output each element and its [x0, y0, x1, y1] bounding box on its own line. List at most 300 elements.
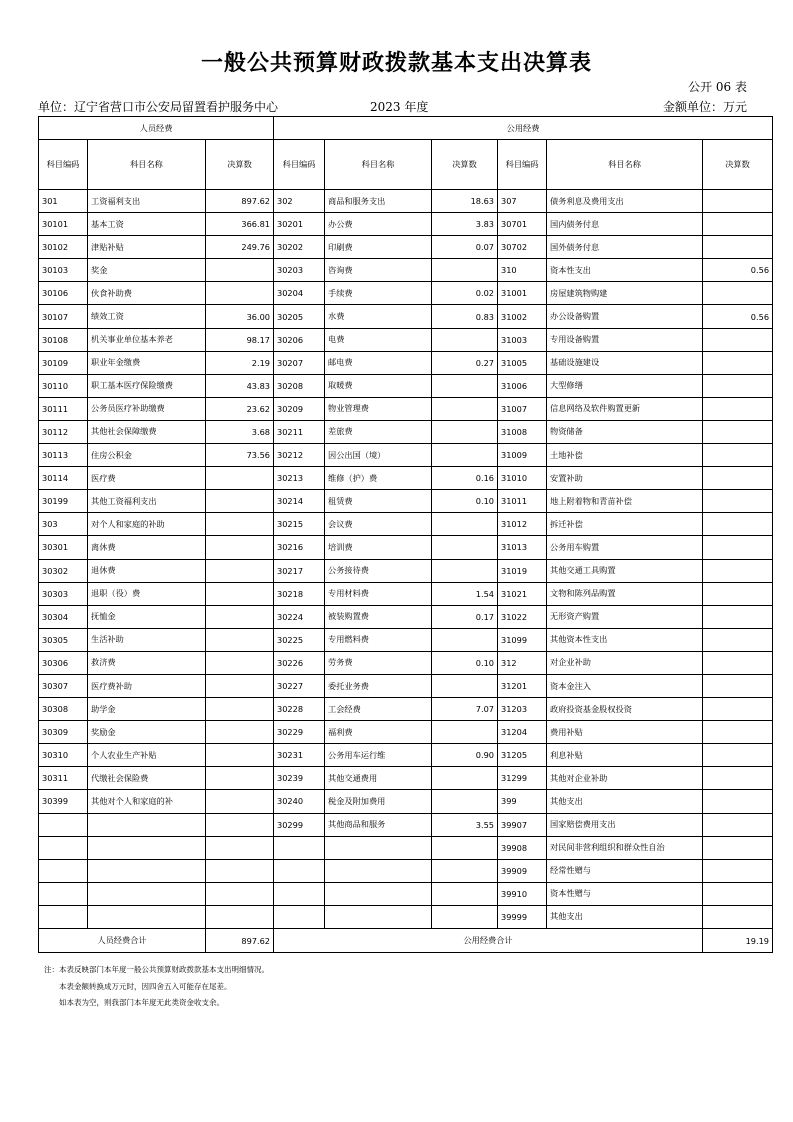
cell-code: 31012: [498, 513, 547, 536]
table-row: [39, 813, 773, 836]
cell-code: 30114: [39, 467, 88, 490]
cell-amount: [703, 236, 773, 259]
cell-code: [39, 905, 88, 928]
table-row: [39, 721, 773, 744]
cell-name: 被装购置费: [325, 605, 432, 628]
cell-name: 经常性赠与: [547, 859, 703, 882]
cell-name: 费用补贴: [547, 721, 703, 744]
cell-name: 住房公积金: [88, 444, 206, 467]
cell-name: 奖励金: [88, 721, 206, 744]
cell-amount: [432, 328, 498, 351]
cell-code: 30229: [274, 721, 325, 744]
cell-code: 302: [274, 190, 325, 213]
cell-code: 39907: [498, 813, 547, 836]
cell-code: 39999: [498, 905, 547, 928]
cell-code: 30107: [39, 305, 88, 328]
cell-amount: 0.16: [432, 467, 498, 490]
table-row: [39, 628, 773, 651]
cell-amount: [206, 651, 274, 674]
cell-code: 30110: [39, 374, 88, 397]
public-group-header: 公用经费: [274, 117, 773, 140]
table-row: [39, 559, 773, 582]
cell-code: 30308: [39, 698, 88, 721]
page-title: 一般公共预算财政拨款基本支出决算表: [200, 50, 592, 76]
cell-amount: [432, 559, 498, 582]
cell-amount: [703, 582, 773, 605]
cell-amount: 3.68: [206, 420, 274, 443]
cell-amount: [206, 467, 274, 490]
cell-code: 30303: [39, 582, 88, 605]
cell-code: 31008: [498, 420, 547, 443]
cell-amount: 98.17: [206, 328, 274, 351]
cell-code: 30299: [274, 813, 325, 836]
cell-code: 30212: [274, 444, 325, 467]
col-header-amount: 决算数: [432, 140, 498, 190]
cell-amount: 23.62: [206, 397, 274, 420]
cell-amount: 0.02: [432, 282, 498, 305]
cell-code: [274, 905, 325, 928]
cell-name: 电费: [325, 328, 432, 351]
cell-amount: [206, 882, 274, 905]
cell-code: 31013: [498, 536, 547, 559]
cell-amount: [206, 582, 274, 605]
cell-code: 31204: [498, 721, 547, 744]
cell-code: 31299: [498, 767, 547, 790]
cell-code: 30218: [274, 582, 325, 605]
notes: [44, 962, 269, 1012]
table-row: [39, 905, 773, 928]
cell-code: 30199: [39, 490, 88, 513]
cell-amount: [206, 744, 274, 767]
cell-code: 30311: [39, 767, 88, 790]
cell-amount: [703, 651, 773, 674]
col-header-name: 科目名称: [547, 140, 703, 190]
cell-amount: 3.83: [432, 213, 498, 236]
cell-code: 30216: [274, 536, 325, 559]
cell-amount: [703, 882, 773, 905]
cell-code: 30225: [274, 628, 325, 651]
cell-code: 30301: [39, 536, 88, 559]
cell-amount: [432, 836, 498, 859]
cell-code: 30213: [274, 467, 325, 490]
cell-amount: [206, 259, 274, 282]
cell-name: 资本金注入: [547, 674, 703, 697]
cell-name: 邮电费: [325, 351, 432, 374]
cell-code: 31010: [498, 467, 547, 490]
cell-code: 301: [39, 190, 88, 213]
cell-amount: [206, 605, 274, 628]
table-row: [39, 882, 773, 905]
table-row: [39, 190, 773, 213]
cell-name: 基础设施建设: [547, 351, 703, 374]
cell-name: 生活补助: [88, 628, 206, 651]
cell-code: 307: [498, 190, 547, 213]
cell-name: 大型修缮: [547, 374, 703, 397]
cell-amount: [703, 905, 773, 928]
cell-name: 个人农业生产补贴: [88, 744, 206, 767]
cell-amount: [703, 628, 773, 651]
table-row: [39, 351, 773, 374]
cell-amount: [703, 213, 773, 236]
cell-code: 30211: [274, 420, 325, 443]
cell-name: 专用燃料费: [325, 628, 432, 651]
cell-amount: [206, 536, 274, 559]
cell-code: 30109: [39, 351, 88, 374]
cell-name: 商品和服务支出: [325, 190, 432, 213]
col-header-code: 科目编码: [39, 140, 88, 190]
cell-amount: [703, 282, 773, 305]
cell-name: 政府投资基金股权投资: [547, 698, 703, 721]
cell-amount: [206, 282, 274, 305]
cell-name: [88, 836, 206, 859]
cell-name: 利息补贴: [547, 744, 703, 767]
cell-code: 30307: [39, 674, 88, 697]
cell-code: 30204: [274, 282, 325, 305]
expenditure-table: [38, 116, 773, 953]
cell-amount: [703, 467, 773, 490]
cell-amount: 3.55: [432, 813, 498, 836]
cell-amount: [432, 374, 498, 397]
cell-name: 房屋建筑物购建: [547, 282, 703, 305]
cell-amount: [206, 674, 274, 697]
cell-code: 31201: [498, 674, 547, 697]
cell-code: 30215: [274, 513, 325, 536]
cell-code: 31003: [498, 328, 547, 351]
cell-amount: [432, 859, 498, 882]
table-row: [39, 513, 773, 536]
cell-code: 31005: [498, 351, 547, 374]
personnel-total-value: 897.62: [206, 929, 274, 953]
cell-amount: 366.81: [206, 213, 274, 236]
cell-code: 30103: [39, 259, 88, 282]
cell-code: 31009: [498, 444, 547, 467]
cell-amount: [703, 859, 773, 882]
cell-name: 国内债务付息: [547, 213, 703, 236]
cell-name: 其他对企业补助: [547, 767, 703, 790]
cell-code: 30101: [39, 213, 88, 236]
cell-amount: 36.00: [206, 305, 274, 328]
cell-code: 30209: [274, 397, 325, 420]
cell-code: 30224: [274, 605, 325, 628]
cell-code: 30207: [274, 351, 325, 374]
cell-name: [325, 905, 432, 928]
cell-name: 工会经费: [325, 698, 432, 721]
cell-amount: [703, 605, 773, 628]
cell-code: 31011: [498, 490, 547, 513]
cell-code: 30201: [274, 213, 325, 236]
cell-name: 国家赔偿费用支出: [547, 813, 703, 836]
table-row: [39, 767, 773, 790]
cell-name: 退职（役）费: [88, 582, 206, 605]
cell-name: 对民间非营利组织和群众性自治: [547, 836, 703, 859]
cell-name: 维修（护）费: [325, 467, 432, 490]
cell-name: 因公出国（境）: [325, 444, 432, 467]
cell-name: 咨询费: [325, 259, 432, 282]
cell-amount: [432, 397, 498, 420]
cell-name: 绩效工资: [88, 305, 206, 328]
cell-name: [88, 905, 206, 928]
cell-code: 31019: [498, 559, 547, 582]
cell-name: 基本工资: [88, 213, 206, 236]
cell-code: 30202: [274, 236, 325, 259]
table-row: [39, 836, 773, 859]
cell-amount: [703, 674, 773, 697]
cell-code: [274, 836, 325, 859]
cell-amount: [432, 905, 498, 928]
cell-code: [274, 882, 325, 905]
cell-code: 30206: [274, 328, 325, 351]
cell-name: 土地补偿: [547, 444, 703, 467]
cell-code: 30702: [498, 236, 547, 259]
cell-code: 30399: [39, 790, 88, 813]
cell-name: [325, 836, 432, 859]
cell-name: 取暖费: [325, 374, 432, 397]
cell-amount: 43.83: [206, 374, 274, 397]
cell-code: 30111: [39, 397, 88, 420]
cell-name: 公务用车运行维: [325, 744, 432, 767]
form-code: 公开 06 表: [688, 80, 747, 94]
cell-code: 39910: [498, 882, 547, 905]
cell-name: 工资福利支出: [88, 190, 206, 213]
cell-name: 福利费: [325, 721, 432, 744]
personnel-total-label: 人员经费合计: [39, 929, 206, 953]
cell-amount: [432, 513, 498, 536]
cell-name: 抚恤金: [88, 605, 206, 628]
cell-code: 30231: [274, 744, 325, 767]
cell-amount: [703, 328, 773, 351]
cell-amount: [703, 721, 773, 744]
table-row: [39, 420, 773, 443]
cell-code: 30239: [274, 767, 325, 790]
cell-amount: [703, 374, 773, 397]
cell-code: 31006: [498, 374, 547, 397]
cell-code: 39908: [498, 836, 547, 859]
cell-code: 31205: [498, 744, 547, 767]
cell-code: 30113: [39, 444, 88, 467]
public-total-label: 公用经费合计: [274, 929, 703, 953]
cell-name: 奖金: [88, 259, 206, 282]
cell-code: 31099: [498, 628, 547, 651]
cell-amount: [206, 721, 274, 744]
col-header-name: 科目名称: [88, 140, 206, 190]
table-row: [39, 859, 773, 882]
cell-code: 31203: [498, 698, 547, 721]
table-row: [39, 397, 773, 420]
table-row: [39, 698, 773, 721]
cell-amount: [432, 420, 498, 443]
table-row: [39, 790, 773, 813]
cell-name: 委托业务费: [325, 674, 432, 697]
cell-code: [39, 859, 88, 882]
table-row: [39, 490, 773, 513]
cell-code: 30304: [39, 605, 88, 628]
cell-name: 税金及附加费用: [325, 790, 432, 813]
cell-amount: [206, 859, 274, 882]
table-row: [39, 374, 773, 397]
cell-name: [88, 859, 206, 882]
cell-amount: [703, 444, 773, 467]
cell-name: 对个人和家庭的补助: [88, 513, 206, 536]
cell-code: 399: [498, 790, 547, 813]
table-row: [39, 213, 773, 236]
cell-name: 差旅费: [325, 420, 432, 443]
cell-amount: 0.90: [432, 744, 498, 767]
cell-name: 其他交通费用: [325, 767, 432, 790]
total-row: [39, 929, 773, 953]
cell-name: 退休费: [88, 559, 206, 582]
cell-amount: 1.54: [432, 582, 498, 605]
cell-amount: [703, 536, 773, 559]
cell-amount: 0.56: [703, 305, 773, 328]
cell-code: [39, 836, 88, 859]
cell-amount: [432, 790, 498, 813]
cell-amount: [703, 351, 773, 374]
cell-code: 39909: [498, 859, 547, 882]
public-total-value: 19.19: [703, 929, 773, 953]
cell-amount: 0.56: [703, 259, 773, 282]
cell-amount: [206, 513, 274, 536]
cell-name: 办公费: [325, 213, 432, 236]
cell-amount: [432, 721, 498, 744]
cell-amount: [703, 190, 773, 213]
cell-amount: 18.63: [432, 190, 498, 213]
cell-code: [39, 882, 88, 905]
cell-name: 资本性支出: [547, 259, 703, 282]
table-row: [39, 582, 773, 605]
cell-name: 伙食补助费: [88, 282, 206, 305]
cell-name: 手续费: [325, 282, 432, 305]
cell-amount: [703, 559, 773, 582]
cell-amount: [703, 836, 773, 859]
cell-name: [88, 813, 206, 836]
cell-amount: 7.07: [432, 698, 498, 721]
cell-name: 机关事业单位基本养老: [88, 328, 206, 351]
cell-name: 其他商品和服务: [325, 813, 432, 836]
cell-amount: 0.27: [432, 351, 498, 374]
cell-name: 租赁费: [325, 490, 432, 513]
cell-code: 30701: [498, 213, 547, 236]
cell-amount: [703, 513, 773, 536]
cell-name: 医疗费补助: [88, 674, 206, 697]
cell-name: 地上附着物和青苗补偿: [547, 490, 703, 513]
cell-amount: 0.07: [432, 236, 498, 259]
cell-code: 31001: [498, 282, 547, 305]
money-unit: 金额单位：万元: [662, 100, 747, 114]
cell-name: 劳务费: [325, 651, 432, 674]
cell-code: 31002: [498, 305, 547, 328]
cell-amount: [703, 490, 773, 513]
cell-name: 专用材料费: [325, 582, 432, 605]
cell-code: 30226: [274, 651, 325, 674]
cell-name: 公务用车购置: [547, 536, 703, 559]
table-row: [39, 236, 773, 259]
cell-code: 30203: [274, 259, 325, 282]
cell-amount: [703, 813, 773, 836]
cell-name: 公务接待费: [325, 559, 432, 582]
cell-name: 职工基本医疗保险缴费: [88, 374, 206, 397]
cell-amount: [432, 536, 498, 559]
cell-amount: [206, 790, 274, 813]
cell-code: [39, 813, 88, 836]
cell-name: 物业管理费: [325, 397, 432, 420]
table-row: [39, 305, 773, 328]
col-header-name: 科目名称: [325, 140, 432, 190]
cell-code: 312: [498, 651, 547, 674]
cell-name: 其他资本性支出: [547, 628, 703, 651]
cell-amount: [206, 905, 274, 928]
cell-amount: 73.56: [206, 444, 274, 467]
table-row: [39, 259, 773, 282]
cell-name: 救济费: [88, 651, 206, 674]
report-year: 2023 年度: [370, 100, 429, 114]
cell-name: 其他交通工具购置: [547, 559, 703, 582]
cell-amount: [432, 259, 498, 282]
col-header-code: 科目编码: [498, 140, 547, 190]
cell-name: 水费: [325, 305, 432, 328]
table-row: [39, 744, 773, 767]
cell-name: 其他对个人和家庭的补: [88, 790, 206, 813]
cell-name: 资本性赠与: [547, 882, 703, 905]
cell-name: 代缴社会保险费: [88, 767, 206, 790]
cell-code: 30205: [274, 305, 325, 328]
cell-name: 对企业补助: [547, 651, 703, 674]
cell-code: 30310: [39, 744, 88, 767]
cell-amount: [703, 790, 773, 813]
cell-amount: 0.17: [432, 605, 498, 628]
cell-name: 其他支出: [547, 905, 703, 928]
table-row: [39, 536, 773, 559]
cell-code: 30228: [274, 698, 325, 721]
cell-amount: [206, 559, 274, 582]
cell-amount: 897.62: [206, 190, 274, 213]
cell-name: 无形资产购置: [547, 605, 703, 628]
cell-name: [88, 882, 206, 905]
cell-amount: 0.83: [432, 305, 498, 328]
cell-code: 30302: [39, 559, 88, 582]
cell-name: 其他支出: [547, 790, 703, 813]
cell-amount: [206, 698, 274, 721]
cell-name: 国外债务付息: [547, 236, 703, 259]
table-row: [39, 328, 773, 351]
cell-amount: [703, 744, 773, 767]
note-line: 本表金额转换成万元时，因四舍五入可能存在尾差。: [59, 981, 232, 991]
cell-name: 津贴补贴: [88, 236, 206, 259]
cell-name: 专用设备购置: [547, 328, 703, 351]
cell-code: [274, 859, 325, 882]
cell-name: 债务利息及费用支出: [547, 190, 703, 213]
cell-name: 会议费: [325, 513, 432, 536]
table-row: [39, 444, 773, 467]
cell-code: 30217: [274, 559, 325, 582]
cell-name: 助学金: [88, 698, 206, 721]
cell-amount: [206, 490, 274, 513]
cell-amount: [206, 813, 274, 836]
col-header-amount: 决算数: [206, 140, 274, 190]
cell-name: 文物和陈列品购置: [547, 582, 703, 605]
cell-code: 30108: [39, 328, 88, 351]
cell-name: 信息网络及软件购置更新: [547, 397, 703, 420]
cell-code: 30214: [274, 490, 325, 513]
cell-amount: 2.19: [206, 351, 274, 374]
personnel-group-header: 人员经费: [39, 117, 274, 140]
table-row: [39, 651, 773, 674]
cell-name: [325, 882, 432, 905]
cell-amount: 0.10: [432, 490, 498, 513]
table-body: [39, 190, 773, 929]
cell-name: 拆迁补偿: [547, 513, 703, 536]
cell-code: 30227: [274, 674, 325, 697]
table-row: [39, 674, 773, 697]
